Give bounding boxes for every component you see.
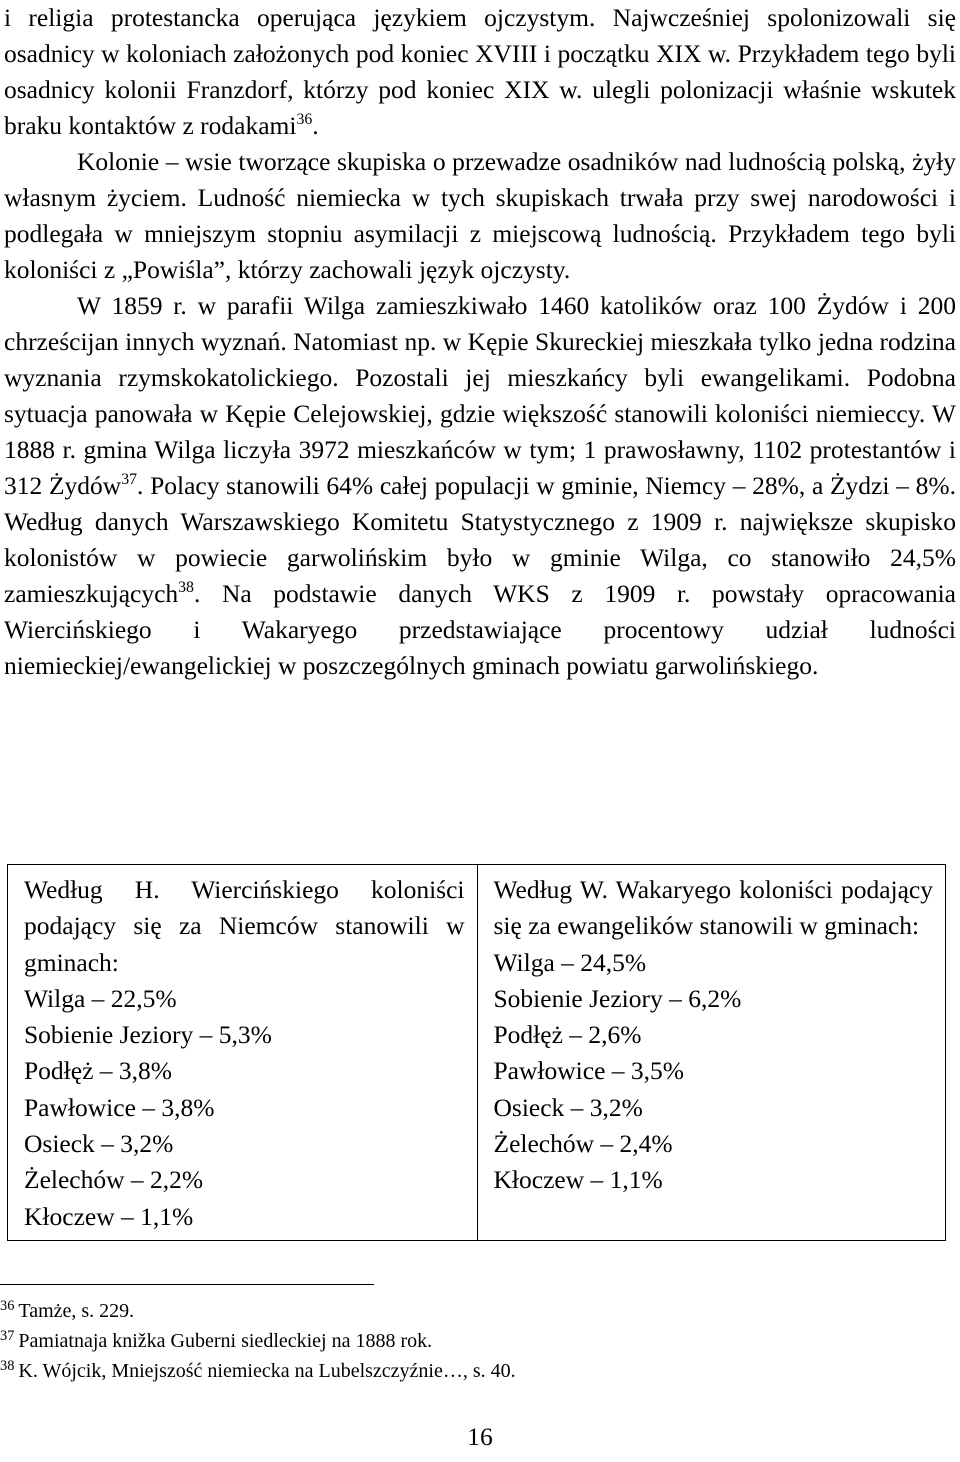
footnote-36 <box>0 1296 900 1326</box>
footnote-ref-38[interactable]: 38 <box>178 579 194 597</box>
footnote-text: Pamiatnaja knižka Guberni siedleckiej na 1888 rok. <box>18 1330 433 1352</box>
paragraph-3-text-2: . Polacy stanowili 64% całej populacji w gminie, Niemcy – 28%, a Żydzi – 8%. Według danych Warszawskiego Komitetu Statystycznego z 1909 r. największe skupisko kolonistów w powiecie garwolińskim było w gminie Wilga, co stanowiło 24,5% zamieszkujących <box>4 471 956 608</box>
box-left-row: Kłoczew – 1,1% <box>24 1201 194 1231</box>
footnote-text: K. Wójcik, Mniejszość niemiecka na Lubelszczyźnie…, s. 40. <box>18 1360 516 1382</box>
box-right-row: Sobienie Jeziory – 6,2% <box>493 983 742 1013</box>
box-left-intro: Według H. Wiercińskiego koloniści podający się za Niemców stanowili w gminach: <box>24 875 465 977</box>
footnote-number: 37 <box>0 1327 15 1344</box>
comparison-box-wiercinski <box>8 865 477 1240</box>
footnote-number: 36 <box>0 1297 15 1314</box>
box-right-row: Żelechów – 2,4% <box>493 1129 673 1159</box>
body-text <box>4 0 956 684</box>
box-right-intro: Według W. Wakaryego koloniści podający się za ewangelików stanowili w gminach: <box>493 875 933 941</box>
box-right-row: Kłoczew – 1,1% <box>493 1165 663 1195</box>
paragraph-1-text-2: . <box>312 111 319 140</box>
page-number: 16 <box>467 1422 493 1451</box>
footnote-38 <box>0 1356 900 1386</box>
box-left-row: Podłęż – 3,8% <box>24 1056 173 1086</box>
document-page <box>4 0 956 684</box>
box-right-row: Podłęż – 2,6% <box>493 1020 642 1050</box>
footnotes <box>0 1296 900 1386</box>
footnote-separator <box>0 1284 374 1285</box>
footnote-ref-37[interactable]: 37 <box>121 471 137 489</box>
paragraph-2 <box>4 144 956 288</box>
paragraph-1 <box>4 0 956 144</box>
footnote-ref-36[interactable]: 36 <box>296 111 313 129</box>
paragraph-3-text-3: . Na podstawie danych WKS z 1909 r. powstały opracowania Wiercińskiego i Wakaryego przedstawiające procentowy udział ludności niemieckiej/ewangelickiej w poszczególnych gminach powiatu garwolińskiego. <box>4 579 956 680</box>
comparison-box-wakaryego <box>477 865 946 1240</box>
comparison-table <box>7 864 946 1241</box>
box-right-row: Pawłowice – 3,5% <box>493 1056 685 1086</box>
paragraph-3-text-1: W 1859 r. w parafii Wilga zamieszkiwało 1460 katolików oraz 100 Żydów i 200 chrześcijan innych wyznań. Natomiast np. w Kępie Skureckiej mieszkała tylko jedna rodzina wyznania rzymskokatolickiego. Pozostali jej mieszkańcy byli ewangelikami. Podobna sytuacja panowała w Kępie Celejowskiej, gdzie większość stanowili koloniści niemieccy. W 1888 r. gmina Wilga liczyła 3972 mieszkańców w tym; 1 prawosławny, 1102 protestantów i 312 Żydów <box>4 291 956 500</box>
box-left-row: Sobienie Jeziory – 5,3% <box>24 1020 272 1050</box>
box-right-row: Wilga – 24,5% <box>493 947 647 977</box>
box-left-row: Żelechów – 2,2% <box>24 1165 204 1195</box>
box-left-row: Pawłowice – 3,8% <box>24 1092 215 1122</box>
paragraph-3 <box>4 288 956 684</box>
paragraph-2-text: Kolonie – wsie tworzące skupiska o przewadze osadników nad ludnością polską, żyły własnym życiem. Ludność niemiecka w tych skupiskach trwała przy swej narodowości i podlegała w mniejszym stopniu asymilacji z miejscową ludnością. Przykładem tego byli koloniści z „Powiśla”, którzy zachowali język ojczysty. <box>4 147 956 284</box>
box-left-row: Wilga – 22,5% <box>24 983 177 1013</box>
footnote-37 <box>0 1326 900 1356</box>
footnote-text: Tamże, s. 229. <box>18 1300 135 1322</box>
paragraph-1-text-1: i religia protestancka operująca językiem ojczystym. Najwcześniej spolonizowali się osadnicy w koloniach założonych pod koniec XVIII i początku XIX w. Przykładem tego byli osadnicy kolonii Franzdorf, którzy pod koniec XIX w. ulegli polonizacji właśnie wskutek braku kontaktów z rodakami <box>4 3 956 140</box>
box-right-row: Osieck – 3,2% <box>493 1092 643 1122</box>
box-left-row: Osieck – 3,2% <box>24 1129 174 1159</box>
footnote-number: 38 <box>0 1357 15 1374</box>
